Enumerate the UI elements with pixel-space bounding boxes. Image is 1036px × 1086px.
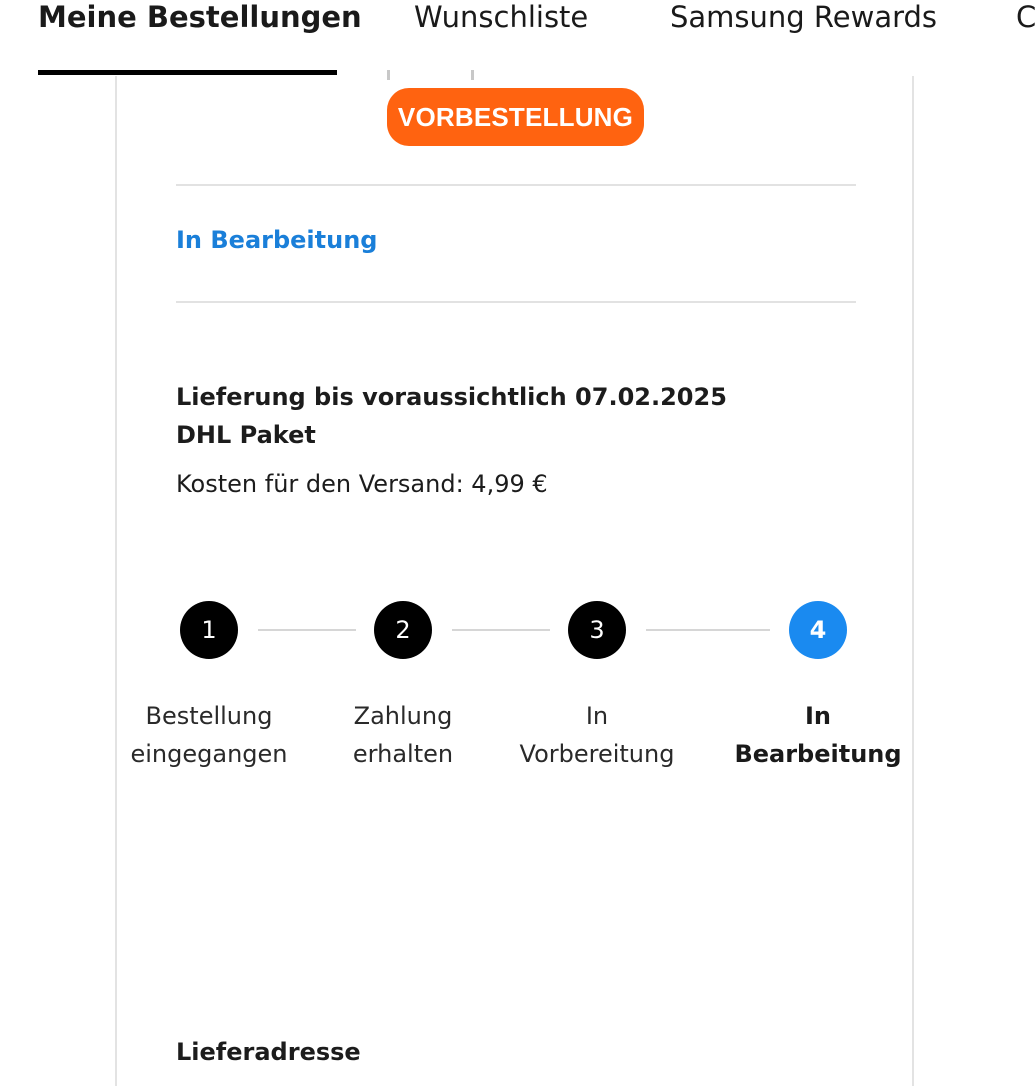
order-status-link[interactable]: In Bearbeitung [176,226,378,254]
scroll-cut-artifact [387,70,477,80]
tab-samsung-rewards[interactable]: Samsung Rewards [670,0,938,34]
step-3-circle: 3 [568,601,626,659]
step-4-circle-current: 4 [789,601,847,659]
step-4-label-current: In Bearbeitung [734,702,902,768]
shipping-cost: Kosten für den Versand: 4,99 € [176,470,548,498]
divider [176,184,856,186]
preorder-badge: VORBESTELLUNG [387,88,644,146]
delivery-estimate: Lieferung bis voraussichtlich 07.02.2025 [176,383,727,411]
step-3-label: In Vorbereitung [519,702,675,768]
step-1-circle: 1 [180,601,238,659]
tab-wishlist[interactable]: Wunschliste [414,0,589,34]
step-1-label: Bestellung eingegangen [130,702,288,768]
order-card [115,76,914,1086]
carrier-name: DHL Paket [176,421,316,449]
step-2-circle: 2 [374,601,432,659]
active-tab-indicator [38,70,337,75]
step-connector [452,629,550,631]
tab-next-partial[interactable]: C [1016,0,1036,34]
tab-my-orders[interactable]: Meine Bestellungen [38,0,362,34]
divider [176,301,856,303]
account-tab-bar [0,0,1036,76]
step-2-label: Zahlung erhalten [352,702,454,768]
step-connector [258,629,356,631]
step-labels [130,676,902,876]
delivery-address-heading: Lieferadresse [176,1038,361,1066]
step-connector [646,629,770,631]
